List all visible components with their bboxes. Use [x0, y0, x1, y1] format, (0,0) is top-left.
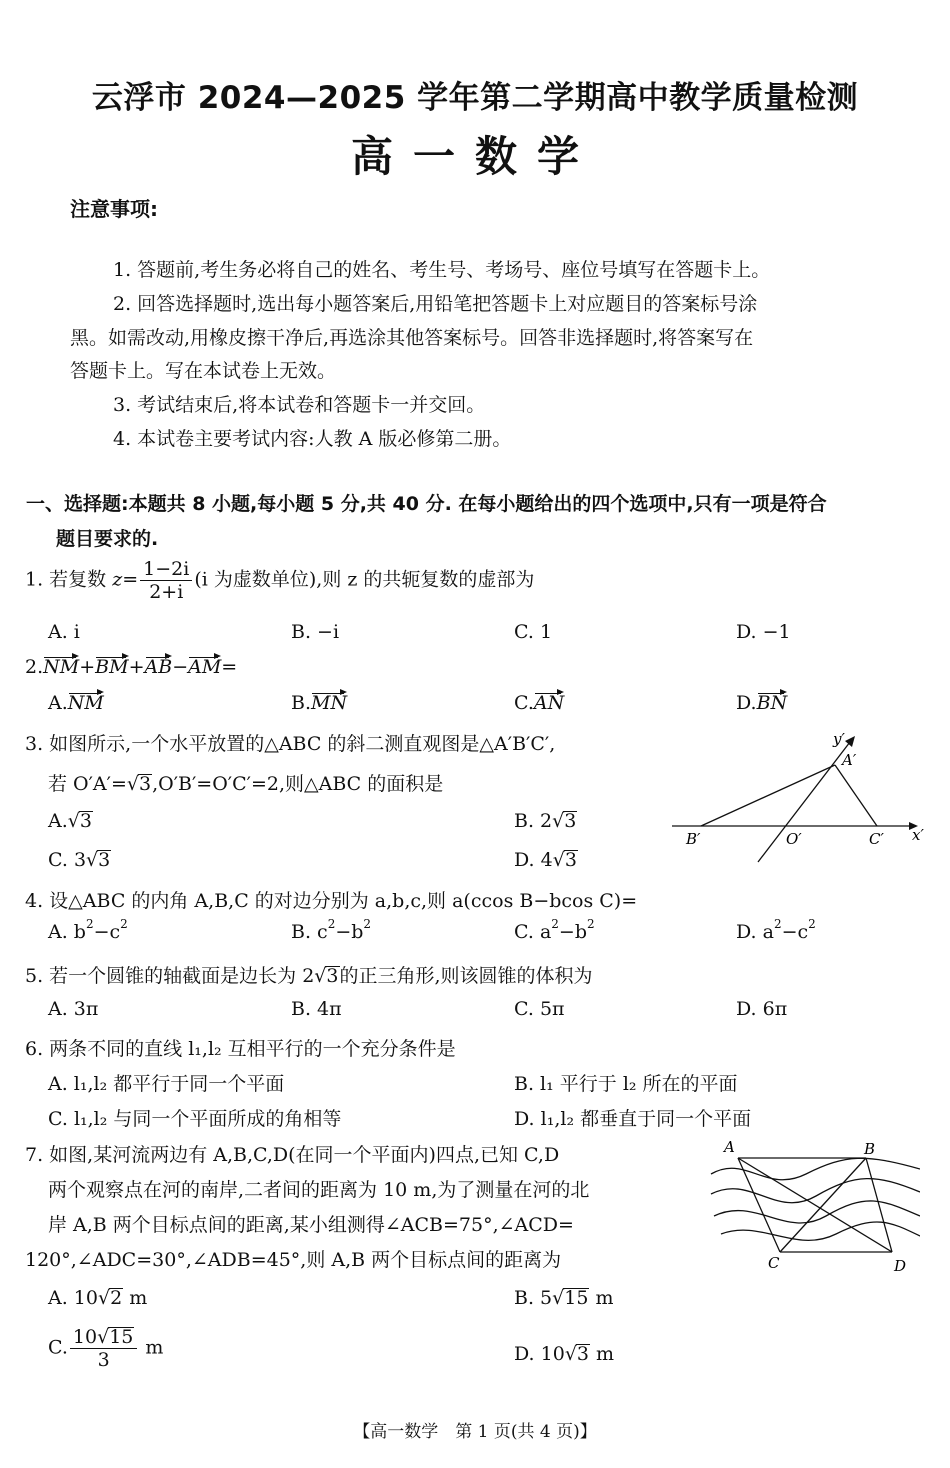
q3-a-label: A.: [48, 810, 68, 832]
segment-ad: [738, 1158, 892, 1252]
q7-b-unit: m: [589, 1287, 614, 1309]
q3-c-label: C. 3: [48, 849, 87, 871]
q3-b-label: B. 2: [514, 810, 553, 832]
q7-c-unit: m: [139, 1336, 164, 1359]
y-axis: [758, 742, 850, 862]
q5-option-d: D. 6π: [736, 998, 788, 1020]
q2-op-2: +: [128, 656, 145, 678]
q6-option-b: B. l₁ 平行于 l₂ 所在的平面: [514, 1073, 738, 1095]
q2-d-label: D.: [736, 692, 757, 714]
q7-c-num-coef: 10: [72, 1326, 98, 1348]
question-7-line-1: 7. 如图,某河流两边有 A,B,C,D(在同一个平面内)四点,已知 C,D: [25, 1144, 560, 1166]
q2-vector-bm: BM: [95, 656, 129, 678]
q4-b-pre: B. c: [291, 921, 328, 943]
q3-a-radicand: 3: [79, 810, 92, 832]
q1-option-a: A. i: [48, 621, 80, 643]
q2-b-vector: MN: [311, 692, 348, 714]
q5-stem-b: 的正三角形,则该圆锥的体积为: [339, 965, 593, 987]
q7-d-radicand: 3: [576, 1343, 590, 1365]
q1-eq: =: [122, 568, 139, 591]
side-a-c: [835, 765, 877, 826]
side-b-a: [701, 765, 835, 826]
q2-a-vector: NM: [67, 692, 104, 714]
question-7-line-2: 两个观察点在河的南岸,二者间的距离为 10 m,为了测量在河的北: [48, 1179, 590, 1201]
q2-op-3: −: [172, 656, 189, 678]
q4-c-exp-1: 2: [551, 917, 559, 931]
question-5-stem: 5. 若一个圆锥的轴截面是边长为 2√3的正三角形,则该圆锥的体积为: [25, 965, 593, 987]
label-b: B: [864, 1140, 876, 1158]
q5-radicand: 3: [326, 965, 339, 987]
label-x: x′: [912, 826, 924, 844]
y-axis-arrow: [845, 736, 855, 747]
q2-vector-ab: AB: [144, 656, 173, 678]
question-3-line-2: 若 O′A′=√3,O′B′=O′C′=2,则△ABC 的面积是: [48, 773, 444, 795]
q4-d-pre: D. a: [736, 921, 774, 943]
q7-c-fraction: [70, 1326, 137, 1371]
question-3-line-1: 3. 如图所示,一个水平放置的△ABC 的斜二测直观图是△A′B′C′,: [25, 733, 556, 755]
label-d: D: [894, 1257, 907, 1275]
q4-b-mid: −b: [335, 921, 364, 943]
q2-option-b: [291, 692, 347, 714]
q7-option-d: D. 10√3 m: [514, 1343, 615, 1365]
q1-numerator: 1−2i: [140, 558, 192, 581]
label-y: y′: [833, 730, 845, 748]
q5-stem-a: 5. 若一个圆锥的轴截面是边长为 2: [25, 965, 315, 987]
q2-b-label: B.: [291, 692, 312, 714]
q7-option-b: B. 5√15 m: [514, 1287, 614, 1309]
q2-option-a: [48, 692, 104, 714]
q1-option-d: D. −1: [736, 621, 791, 643]
question-4-stem: 4. 设△ABC 的内角 A,B,C 的对边分别为 a,b,c,则 a(ccos B−bcos C)=: [25, 890, 638, 912]
notice-item-2-line-2: 黑。如需改动,用橡皮擦干净后,再选涂其他答案标号。回答非选择题时,将答案写在: [70, 327, 754, 349]
page-footer: 【高一数学 第 1 页(共 4 页)】: [353, 1422, 597, 1442]
q7-c-radicand: 15: [109, 1326, 134, 1348]
question-7-line-4: 120°,∠ADC=30°,∠ADB=45°,则 A,B 两个目标点间的距离为: [25, 1249, 562, 1271]
q6-option-d: D. l₁,l₂ 都垂直于同一个平面: [514, 1108, 752, 1130]
q2-d-vector: BN: [756, 692, 788, 714]
q4-b-exp-2: 2: [363, 917, 372, 931]
question-7-line-3: 岸 A,B 两个目标点间的距离,某小组测得∠ACB=75°,∠ACD=: [48, 1214, 574, 1236]
q4-option-b: [291, 917, 372, 943]
q2-op-1: +: [79, 656, 96, 678]
q2-c-label: C.: [514, 692, 534, 714]
q3-b-radicand: 3: [564, 810, 577, 832]
question-6-stem: 6. 两条不同的直线 l₁,l₂ 互相平行的一个充分条件是: [25, 1038, 456, 1060]
question-1-stem: [25, 558, 534, 603]
notice-item-2-line-3: 答题卡上。写在本试卷上无效。: [70, 360, 337, 382]
river-wave-4: [721, 1222, 920, 1240]
q7-d-unit: m: [590, 1343, 615, 1365]
label-a: A′: [842, 751, 857, 769]
q7-river-figure: [706, 1134, 920, 1276]
q1-suffix: (i 为虚数单位),则 z 的共轭复数的虚部为: [194, 568, 535, 591]
q2-vector-am: AM: [188, 656, 222, 678]
q6-option-a: A. l₁,l₂ 都平行于同一个平面: [48, 1073, 285, 1095]
exam-title: 云浮市 2024—2025 学年第二学期高中教学质量检测: [91, 80, 859, 116]
q1-var: z: [112, 568, 123, 591]
segment-ac: [738, 1158, 780, 1252]
q4-c-exp-2: 2: [587, 917, 595, 931]
q7-c-denominator: 3: [97, 1349, 110, 1371]
q3-figure: [672, 728, 934, 868]
q2-c-vector: AN: [533, 692, 565, 714]
label-c: C: [768, 1254, 780, 1272]
q4-d-exp-2: 2: [808, 917, 816, 931]
q3-d-radicand: 3: [564, 849, 577, 871]
q3-d-label: D. 4: [514, 849, 553, 871]
q4-c-mid: −b: [558, 921, 588, 943]
q1-denominator: 2+i: [149, 581, 184, 603]
q5-option-c: C. 5π: [514, 998, 565, 1020]
q7-option-c: [48, 1326, 163, 1371]
notice-item-2-line-1: 2. 回答选择题时,选出每小题答案后,用铅笔把答题卡上对应题目的答案标号涂: [113, 293, 758, 315]
q6-option-c: C. l₁,l₂ 与同一个平面所成的角相等: [48, 1108, 342, 1130]
subject-title: 高一数学: [350, 132, 599, 181]
q4-a-mid: −c: [93, 921, 121, 943]
q3-c-radicand: 3: [98, 849, 111, 871]
q7-a-label: A. 10: [48, 1287, 98, 1309]
q3-option-d: D. 4√3: [514, 849, 577, 871]
q4-d-exp-1: 2: [773, 917, 782, 931]
question-2-stem: [25, 656, 237, 678]
notice-item-4: 4. 本试卷主要考试内容:人教 A 版必修第二册。: [113, 428, 512, 450]
q4-option-a: [48, 917, 128, 943]
q3-line2-radicand: 3: [139, 773, 152, 795]
segment-bc: [780, 1158, 866, 1252]
q7-c-numerator: 10√15: [70, 1326, 137, 1349]
q2-eq: =: [221, 656, 238, 678]
q7-d-label: D. 10: [514, 1343, 565, 1365]
q1-prefix: 1. 若复数: [25, 568, 113, 591]
q4-a-exp-1: 2: [85, 917, 94, 931]
q3-line2-a: 若 O′A′=: [48, 773, 127, 795]
q2-vector-nm: NM: [43, 656, 80, 678]
q1-option-c: C. 1: [514, 621, 553, 643]
q3-option-c: C. 3√3: [48, 849, 111, 871]
q1-fraction: [140, 558, 192, 603]
q4-c-pre: C. a: [514, 921, 552, 943]
q7-a-unit: m: [123, 1287, 148, 1309]
q5-option-b: B. 4π: [291, 998, 342, 1020]
notice-item-3: 3. 考试结束后,将本试卷和答题卡一并交回。: [113, 394, 486, 416]
q2-option-c: [514, 692, 564, 714]
q3-option-a: A.√3: [48, 810, 92, 832]
section-heading-line-1: 一、选择题:本题共 8 小题,每小题 5 分,共 40 分. 在每小题给出的四个选项中,只有一项是符合: [26, 493, 827, 515]
q1-option-b: B. −i: [291, 621, 340, 643]
q7-option-a: A. 10√2 m: [48, 1287, 148, 1309]
river-wave-2: [711, 1179, 920, 1203]
q7-a-radicand: 2: [110, 1287, 123, 1309]
q4-a-pre: A. b: [48, 921, 86, 943]
q2-option-d: [736, 692, 787, 714]
q4-a-exp-2: 2: [120, 917, 128, 931]
q4-d-mid: −c: [781, 921, 809, 943]
q7-c-label: C.: [48, 1336, 68, 1359]
label-o: O′: [786, 830, 802, 848]
q3-option-b: B. 2√3: [514, 810, 577, 832]
q2-number: 2.: [25, 656, 44, 678]
notice-item-1: 1. 答题前,考生务必将自己的姓名、考生号、考场号、座位号填写在答题卡上。: [113, 259, 771, 281]
q2-a-label: A.: [48, 692, 68, 714]
label-b: B′: [686, 830, 701, 848]
notice-heading: 注意事项:: [70, 197, 158, 221]
label-c: C′: [869, 830, 884, 848]
q7-b-label: B. 5: [514, 1287, 553, 1309]
q7-b-radicand: 15: [564, 1287, 589, 1309]
q5-option-a: A. 3π: [48, 998, 99, 1020]
label-a: A: [724, 1138, 735, 1156]
q4-option-c: [514, 917, 595, 943]
q4-option-d: [736, 917, 816, 943]
q3-line2-b: ,O′B′=O′C′=2,则△ABC 的面积是: [152, 773, 444, 795]
section-heading-line-2: 题目要求的.: [56, 528, 159, 550]
q4-b-exp-1: 2: [327, 917, 336, 931]
